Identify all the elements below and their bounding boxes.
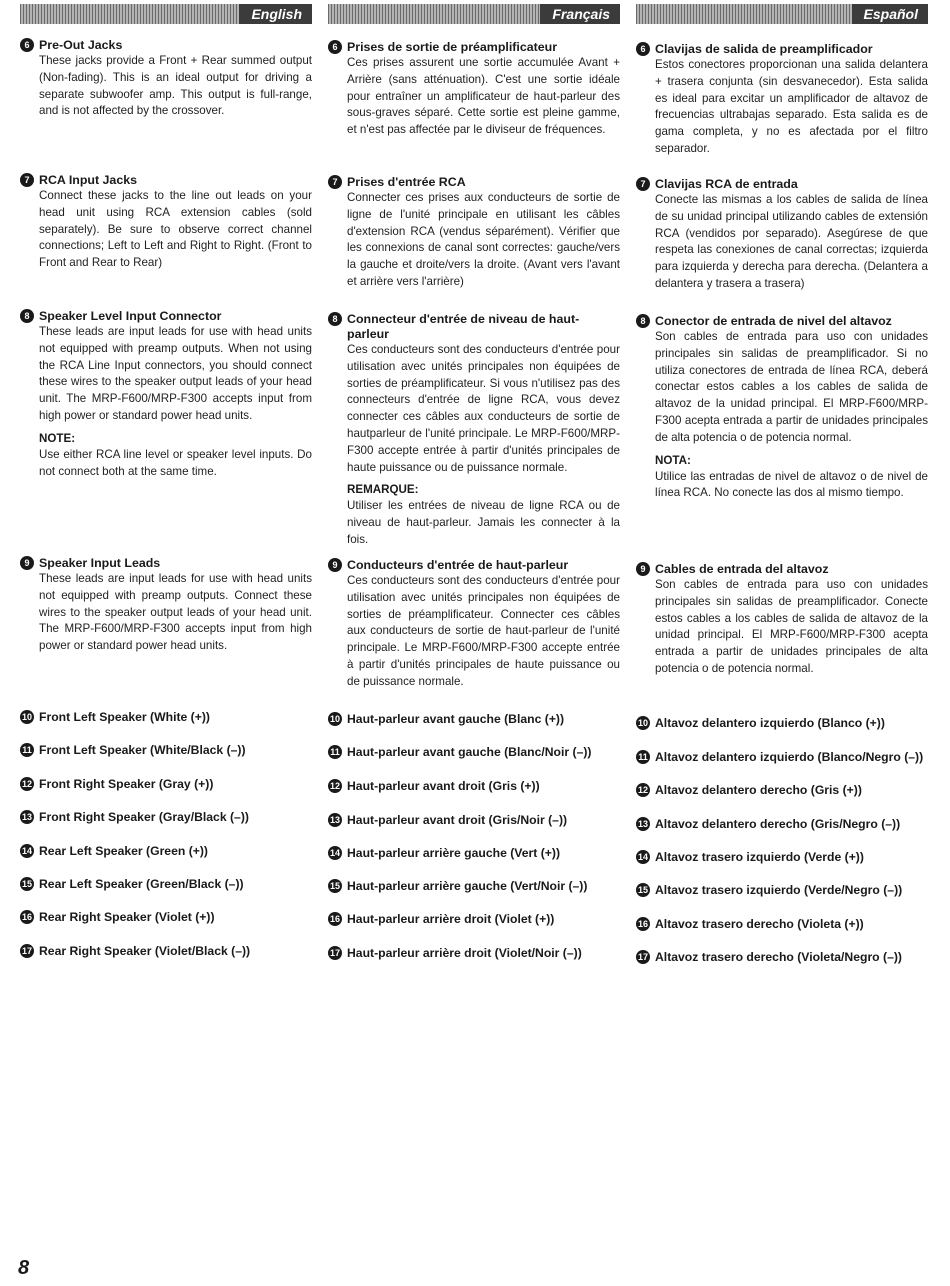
language-label: Español [852, 4, 928, 24]
wire-label: Haut-parleur avant droit (Gris (+)) [347, 779, 540, 793]
section-body: These jacks provide a Front + Rear summed output (Non-fading). This is an ideal output for driving a separate subwoofer amp. This output is full-range, and is not affected by the crossover. [39, 54, 312, 118]
wire-label: Haut-parleur arrière droit (Violet (+)) [347, 912, 555, 926]
wire-item [636, 715, 928, 731]
item-number: 12 [637, 785, 648, 795]
item-number: 9 [328, 558, 342, 572]
item-number: 7 [328, 175, 342, 189]
wire-item [20, 809, 312, 825]
wire-item [636, 782, 928, 798]
wire-label: Altavoz delantero derecho (Gris/Negro (–)) [655, 817, 901, 831]
wire-label: Rear Right Speaker (Violet (+)) [39, 910, 215, 924]
item-number: 16 [637, 919, 648, 929]
section-body: Ces conducteurs sont des conducteurs d'entrée pour utilisation avec unités principales non équipées de sorties de préamplificateur. Connecter ces câbles aux conducteurs de sortie de haut-parleur de l'unité principale. Le MRP-F600/MRP-F300 accepte entrée à partir d'unités principales de haute puissance ou de puissance normale. [347, 574, 620, 688]
wire-label: Altavoz trasero derecho (Violeta (+)) [655, 917, 864, 931]
section-title: Pre-Out Jacks [39, 38, 123, 52]
wire-label: Front Right Speaker (Gray (+)) [39, 777, 214, 791]
section-title: Clavijas RCA de entrada [655, 177, 798, 191]
wire-label: Altavoz trasero izquierdo (Verde (+)) [655, 850, 864, 864]
wire-label: Haut-parleur avant gauche (Blanc/Noir (–)) [347, 745, 592, 759]
item-number: 6 [636, 42, 650, 56]
section-title: Conducteurs d'entrée de haut-parleur [347, 558, 569, 572]
section-title: Prises de sortie de préamplificateur [347, 40, 558, 54]
item-number: 6 [328, 40, 342, 54]
wire-label: Haut-parleur arrière gauche (Vert/Noir (–)) [347, 879, 588, 893]
wire-item [636, 916, 928, 932]
wire-label: Altavoz trasero izquierdo (Verde/Negro (–)) [655, 883, 903, 897]
section-body: Conecte las mismas a los cables de salida de línea de su unidad principal utilizando cables de extensión RCA (vendidos por separado). Asegúrese de que respeta las conexiones de canal correctas; izquierda para izquierda y derecha para derecha. (Delantera a delantera y trasera a trasera) [655, 193, 928, 290]
wire-item [328, 878, 620, 894]
note-label: REMARQUE: [347, 483, 419, 497]
item-number: 14 [329, 848, 340, 858]
section-title: Cables de entrada del altavoz [655, 562, 829, 576]
note-label: NOTE: [39, 431, 76, 445]
wire-label: Rear Right Speaker (Violet/Black (–)) [39, 944, 251, 958]
item-number: 11 [636, 750, 650, 764]
wire-label: Rear Left Speaker (Green (+)) [39, 844, 208, 858]
section-prises-de-sortie [328, 40, 620, 139]
item-number: 13 [637, 819, 648, 829]
language-header-bar [328, 4, 620, 24]
note-body: Utiliser les entrées de niveau de ligne RCA ou de niveau de haut-parleur. Jamais les connecter à la fois. [347, 499, 620, 546]
section-clavijas-rca [636, 177, 928, 293]
section-body: Son cables de entrada para uso con unidades principales sin salidas de preamplificador. Conecte estos cables a los cables de salida de altavoz de la unidad principal. El MRP-F600/MRP-F300 acepta entrada a partir de unidades principales de alta potencia o de potencia normal. [655, 578, 928, 675]
wire-label: Haut-parleur arrière droit (Violet/Noir (–)) [347, 946, 582, 960]
language-header-bar [20, 4, 312, 24]
section-connecteur-entree [328, 312, 620, 549]
item-number: 17 [21, 946, 32, 956]
section-title: Prises d'entrée RCA [347, 175, 466, 189]
item-number: 15 [637, 885, 648, 895]
wire-item [328, 911, 620, 927]
item-number: 17 [329, 948, 340, 958]
wire-item [328, 744, 620, 760]
item-number: 15 [329, 881, 340, 891]
section-title: Clavijas de salida de preamplificador [655, 42, 873, 56]
section-title: Conector de entrada de nivel del altavoz [655, 314, 892, 328]
section-cables-entrada [636, 562, 928, 678]
section-body: Ces conducteurs sont des conducteurs d'entrée pour utilisation avec unités principales non équipées de sorties de préamplificateur. Si vous n'utilisez pas des connecteurs d'entrée de ligne RCA, vous devez connecter ces câbles aux conducteurs de sortie de hautparleur de l'unité principale. Le MRP-F600/MRP-F300 accepte entrée à partir d'unités principales de haute puissance ou de puissance normale. [347, 343, 620, 474]
section-body: Ces prises assurent une sortie accumulée Avant + Arrière (sans atténuation). C'est une sortie idéale pour entraîner un amplificateur de haut-parleur des sous-graves séparé. Cette sortie est pleine gamme, et n'est pas affectée par le diviseur de fréquences. [347, 56, 620, 137]
wire-label: Haut-parleur avant gauche (Blanc (+)) [347, 712, 565, 726]
language-label: English [239, 4, 312, 24]
wire-item [20, 776, 312, 792]
item-number: 9 [20, 556, 34, 570]
item-number: 10 [329, 714, 340, 724]
wire-label: Haut-parleur arrière gauche (Vert (+)) [347, 846, 561, 860]
item-number: 13 [329, 815, 340, 825]
wire-label: Altavoz delantero izquierdo (Blanco/Negro (–)) [655, 750, 924, 764]
language-label: Français [540, 4, 620, 24]
wire-label: Front Left Speaker (White (+)) [39, 710, 210, 724]
section-speaker-input-leads [20, 556, 312, 655]
item-number: 7 [636, 177, 650, 191]
note-body: Utilice las entradas de nivel de altavoz o de nivel de línea RCA. No conecte las dos al mismo tiempo. [655, 469, 928, 500]
wire-item [636, 849, 928, 865]
section-pre-out-jacks [20, 38, 312, 120]
wire-item [636, 816, 928, 832]
section-body: Estos conectores proporcionan una salida delantera + trasera conjunta (sin desvanecedor). Esta salida es ideal para excitar un amplificador de altavoz de frecuencias ultrabajas separado. Esta salida es de gama completa, y no es afectada por el filtro separador. [655, 58, 928, 155]
section-title: RCA Input Jacks [39, 173, 137, 187]
wire-label: Altavoz delantero derecho (Gris (+)) [655, 783, 862, 797]
section-body: Connecter ces prises aux conducteurs de sortie de ligne de l'unité principale en utilisant les câbles d'extension RCA (vendus séparément). Vérifier que les connexions de canal sont correctes: gauche/vers la gauche et droite/vers la droite. (Avant vers l'avant et arrière vers l'arrière) [347, 191, 620, 288]
note-label: NOTA: [655, 453, 691, 467]
item-number: 8 [636, 314, 650, 328]
language-header-bar [636, 4, 928, 24]
item-number: 16 [329, 914, 340, 924]
item-number: 14 [637, 852, 648, 862]
wire-item [328, 711, 620, 727]
item-number: 11 [328, 745, 342, 759]
wire-label: Altavoz delantero izquierdo (Blanco (+)) [655, 716, 885, 730]
item-number: 6 [20, 38, 34, 52]
note-body: Use either RCA line level or speaker level inputs. Do not connect both at the same time. [39, 447, 312, 478]
item-number: 9 [636, 562, 650, 576]
item-number: 15 [21, 879, 32, 889]
wire-item [636, 949, 928, 965]
section-title: Speaker Input Leads [39, 556, 161, 570]
page-number: 8 [18, 1257, 30, 1279]
wire-item [20, 943, 312, 959]
item-number: 7 [20, 173, 34, 187]
section-title: Speaker Level Input Connector [39, 309, 222, 323]
wire-item [20, 909, 312, 925]
item-number: 10 [637, 718, 648, 728]
section-body: Son cables de entrada para uso con unidades principales sin salidas de preamplificador. Si no utiliza conectores de entrada de línea RCA, deberá conectar estos cables a los cables de salida de altavoz de la unidad principal. El MRP-F600/MRP-F300 acepta entrada a partir de unidades principales de alta potencia o de potencia normal. [655, 330, 928, 444]
section-conector-entrada [636, 314, 928, 502]
section-speaker-level-input-connector [20, 309, 312, 480]
wire-item [636, 882, 928, 898]
item-number: 14 [21, 846, 32, 856]
section-conducteurs-entree [328, 558, 620, 691]
wire-item [328, 812, 620, 828]
section-body: These leads are input leads for use with head units not equipped with preamp outputs. Connect these wires to the speaker output leads of your head unit. The MRP-F600/MRP-F300 accepts input from high power or standard power head units. [39, 572, 312, 653]
wire-item [328, 845, 620, 861]
item-number: 8 [328, 312, 342, 326]
item-number: 12 [329, 781, 340, 791]
wire-label: Front Right Speaker (Gray/Black (–)) [39, 810, 249, 824]
section-title: Connecteur d'entrée de niveau de haut-parleur [347, 312, 580, 341]
wire-item [20, 742, 312, 758]
wire-item [20, 709, 312, 725]
item-number: 12 [21, 779, 32, 789]
wire-label: Haut-parleur avant droit (Gris/Noir (–)) [347, 813, 568, 827]
wire-label: Front Left Speaker (White/Black (–)) [39, 743, 246, 757]
section-prises-entree-rca [328, 175, 620, 291]
section-body: These leads are input leads for use with head units not equipped with preamp outputs. When not using the RCA Line Input connectors, you should connect these wires to the speaker output leads of your head unit. The MRP-F600/MRP-F300 accepts input from high power or standard power head units. [39, 325, 312, 422]
wire-item [20, 843, 312, 859]
item-number: 17 [637, 952, 648, 962]
section-body: Connect these jacks to the line out leads on your head unit using RCA extension cables (sold separately). Be sure to observe correct channel connections; Left to Left and Right to Right. (Front to Front and Rear to Rear) [39, 189, 312, 270]
wire-item [20, 876, 312, 892]
item-number: 10 [21, 712, 32, 722]
section-clavijas-salida [636, 42, 928, 158]
wire-label: Rear Left Speaker (Green/Black (–)) [39, 877, 244, 891]
item-number: 16 [21, 912, 32, 922]
wire-item [328, 945, 620, 961]
item-number: 8 [20, 309, 34, 323]
section-rca-input-jacks [20, 173, 312, 272]
wire-label: Altavoz trasero derecho (Violeta/Negro (–)) [655, 950, 902, 964]
wire-item [636, 749, 928, 765]
item-number: 13 [21, 812, 32, 822]
wire-item [328, 778, 620, 794]
item-number: 11 [20, 743, 34, 757]
